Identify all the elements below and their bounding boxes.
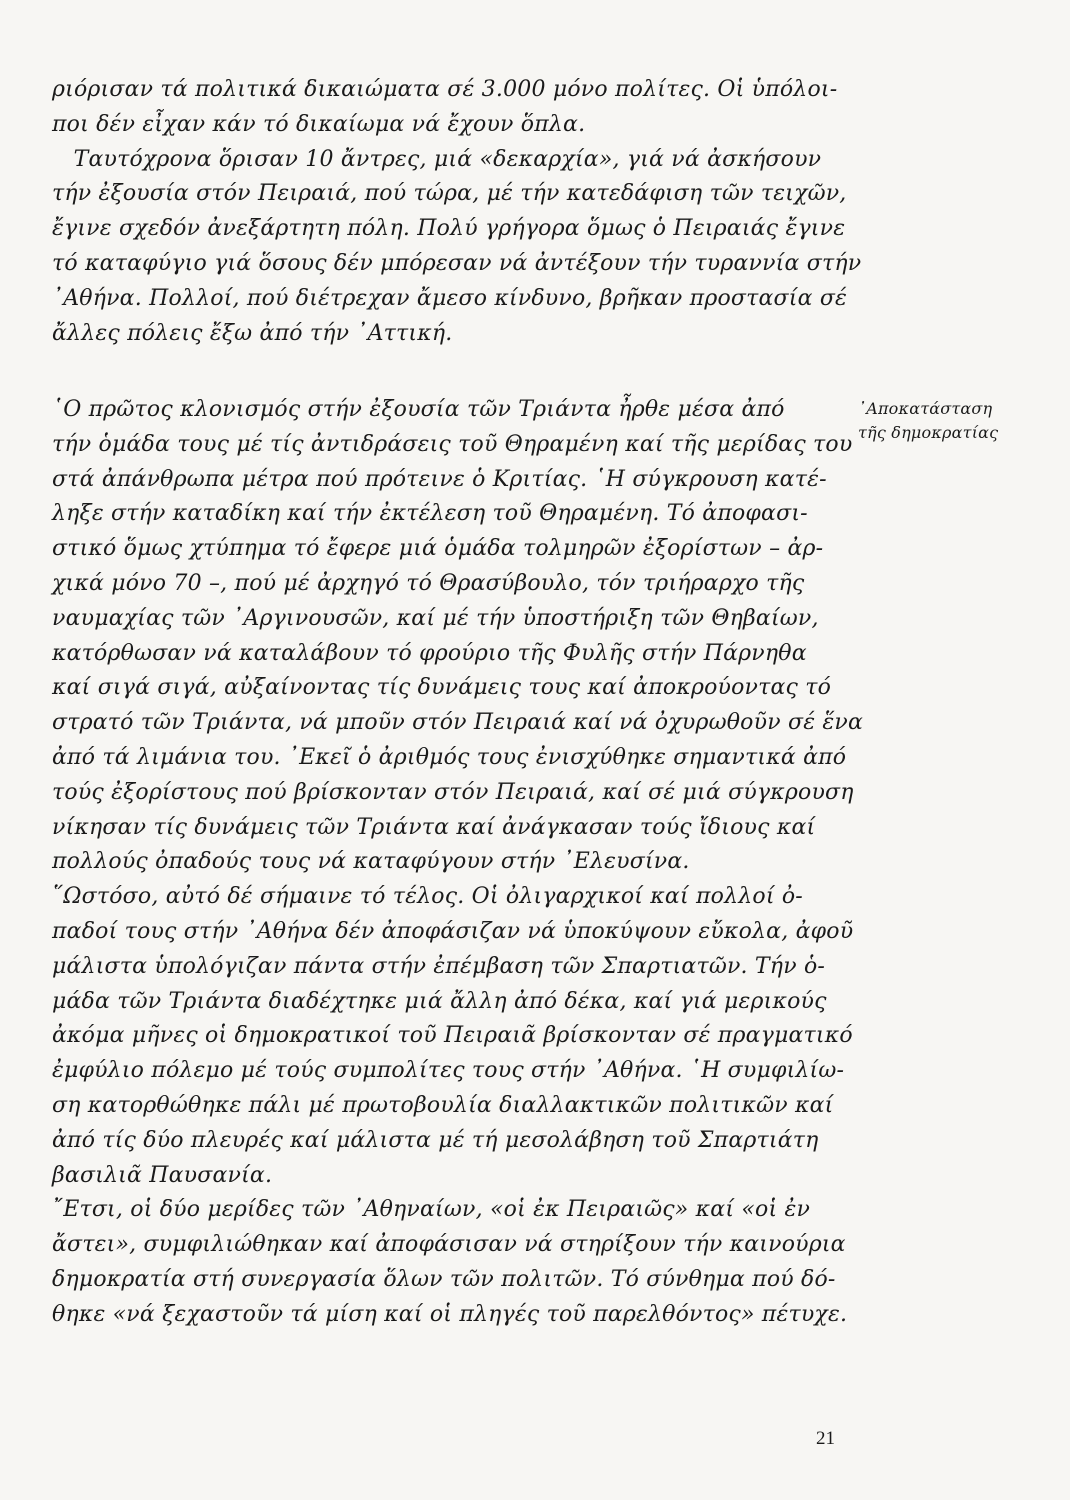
margin-note-line: ᾿Αποκατάσταση [858,399,993,418]
text-line: ἔγινε σχεδόν ἀνεξάρτητη πόλη. Πολύ γρήγορα ὅμως ὁ Πειραιάς ἔγινε [52,216,846,242]
text-line: καί σιγά σιγά, αὐξαίνοντας τίς δυνάμεις τους καί ἀποκρούοντας τό [52,675,832,701]
text-block-main [52,393,864,1333]
text-line: ῎Ετσι, οἱ δύο μερίδες τῶν ᾿Αθηναίων, «οἱ ἐκ Πειραιῶς» καί «οἱ ἐν [52,1197,811,1223]
margin-note [858,397,1048,445]
text-line: Ταυτόχρονα ὅρισαν 10 ἄντρες, μιά «δεκαρχία», γιά νά ἀσκήσουν [52,146,822,172]
text-line: ἀκόμα μῆνες οἱ δημοκρατικοί τοῦ Πειραιᾶ βρίσκονταν σέ πραγματικό [52,1023,853,1049]
text-line: στρατό τῶν Τριάντα, νά μποῦν στόν Πειραιά καί νά ὀχυρωθοῦν σέ ἕνα [52,710,864,736]
text-line: βασιλιᾶ Παυσανία. [52,1162,273,1188]
text-line: ἐμφύλιο πόλεμο μέ τούς συμπολίτες τους στήν ᾿Αθήνα. ῾Η συμφιλίω- [52,1058,845,1084]
text-line: θηκε «νά ξεχαστοῦν τά μίση καί οἱ πληγές τοῦ παρελθόντος» πέτυχε. [52,1301,848,1327]
text-line: παδοί τους στήν ᾿Αθήνα δέν ἀποφάσιζαν νά ὑποκύψουν εὔκολα, ἀφοῦ [52,918,854,944]
text-line: ἄστει», συμφιλιώθηκαν καί ἀποφάσισαν νά στηρίξουν τήν καινούρια [52,1232,846,1258]
text-line: ἀπό τά λιμάνια του. ᾿Εκεῖ ὁ ἀριθμός τους ἐνισχύθηκε σημαντικά ἀπό [52,744,847,770]
text-line: δημοκρατία στή συνεργασία ὅλων τῶν πολιτῶν. Τό σύνθημα πού δό- [52,1266,836,1292]
text-line: τό καταφύγιο γιά ὅσους δέν μπόρεσαν νά ἀντέξουν τήν τυραννία στήν [52,250,862,276]
text-line: ριόρισαν τά πολιτικά δικαιώματα σέ 3.000 μόνο πολίτες. Οἱ ὑπόλοι- [52,77,838,102]
text-line: μάλιστα ὑπολόγιζαν πάντα στήν ἐπέμβαση τῶν Σπαρτιατῶν. Τήν ὁ- [52,953,826,979]
text-line: ἄλλες πόλεις ἔξω ἀπό τήν ᾿Αττική. [52,320,453,346]
text-line: τούς ἐξορίστους πού βρίσκονταν στόν Πειραιά, καί σέ μιά σύγκρουση [52,779,854,805]
text-line: ῾Ο πρῶτος κλονισμός στήν ἐξουσία τῶν Τριάντα ἦρθε μέσα ἀπό [52,397,785,422]
text-line: μάδα τῶν Τριάντα διαδέχτηκε μιά ἄλλη ἀπό δέκα, καί γιά μερικούς [52,988,827,1014]
page-number: 21 [816,1428,835,1449]
text-line: νίκησαν τίς δυνάμεις τῶν Τριάντα καί ἀνάγκασαν τούς ἴδιους καί [52,814,816,840]
text-line: ᾿Αθήνα. Πολλοί, πού διέτρεχαν ἄμεσο κίνδυνο, βρῆκαν προστασία σέ [52,285,848,311]
text-line: πολλούς ὀπαδούς τους νά καταφύγουν στήν ᾿Ελευσίνα. [52,849,690,875]
text-line: χικά μόνο 70 –, πού μέ ἀρχηγό τό Θρασύβουλο, τόν τριήραρχο τῆς [52,570,805,596]
text-line: ποι δέν εἶχαν κάν τό δικαίωμα νά ἔχουν ὅπλα. [52,111,586,137]
text-line: στά ἀπάνθρωπα μέτρα πού πρότεινε ὁ Κριτίας. ῾Η σύγκρουση κατέ- [52,466,827,492]
text-line: ῞Ωστόσο, αὐτό δέ σήμαινε τό τέλος. Οἱ ὀλιγαρχικοί καί πολλοί ὀ- [52,884,803,910]
text-line: κατόρθωσαν νά καταλάβουν τό φρούριο τῆς Φυλῆς στήν Πάρνηθα [52,640,807,666]
text-line: ση κατορθώθηκε πάλι μέ πρωτοβουλία διαλλακτικῶν πολιτικῶν καί [52,1092,834,1118]
text-line: στικό ὅμως χτύπημα τό ἔφερε μιά ὁμάδα τολμηρῶν ἐξορίστων – ἀρ- [52,536,824,562]
margin-note-line: τῆς δημοκρατίας [858,423,999,442]
text-block-top [52,73,862,351]
text-line: τήν ἐξουσία στόν Πειραιά, πού τώρα, μέ τήν κατεδάφιση τῶν τειχῶν, [52,181,847,207]
text-line: ναυμαχίας τῶν ᾿Αργινουσῶν, καί μέ τήν ὑποστήριξη τῶν Θηβαίων, [52,605,819,631]
text-line: τήν ὁμάδα τους μέ τίς ἀντιδράσεις τοῦ Θηραμένη καί τῆς μερίδας του [52,431,853,457]
text-line: ἀπό τίς δύο πλευρές καί μάλιστα μέ τή μεσολάβηση τοῦ Σπαρτιάτη [52,1127,819,1153]
text-line: ληξε στήν καταδίκη καί τήν ἐκτέλεση τοῦ Θηραμένη. Τό ἀποφασι- [52,501,808,527]
